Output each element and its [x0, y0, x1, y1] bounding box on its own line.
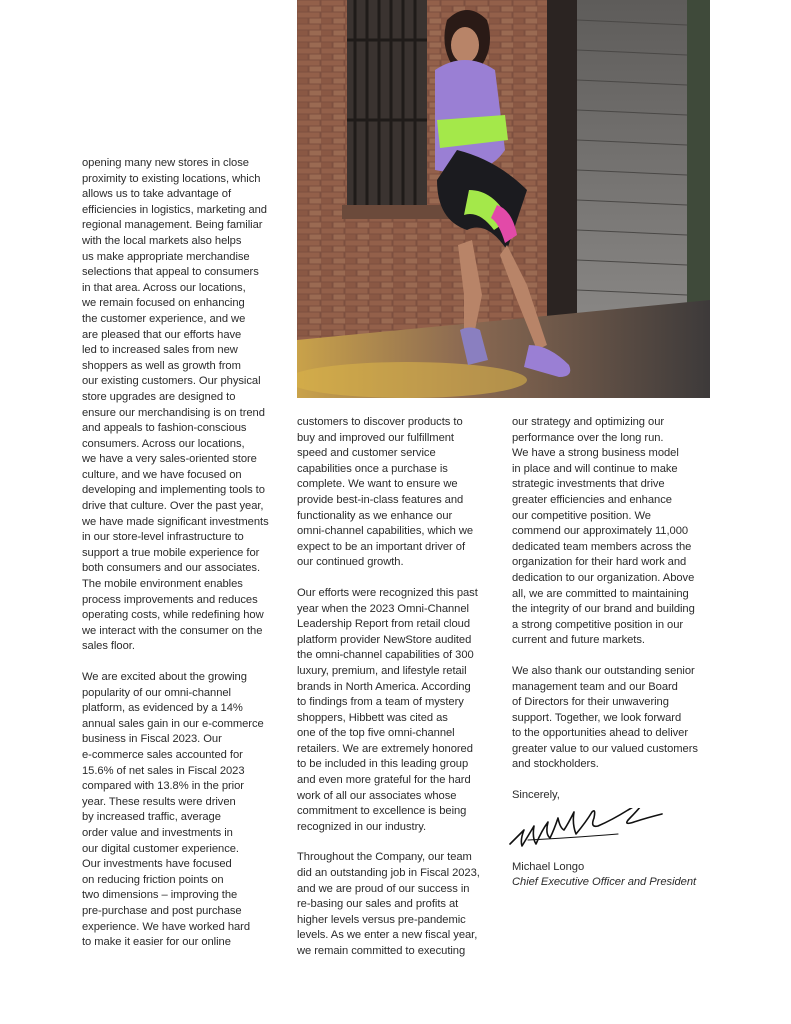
signer-name: Michael Longo	[512, 860, 585, 873]
paragraph: We are excited about the growing popularity of our omni-channel platform, as evidenced by a 14% annual sales gain in our e-commerce business in Fiscal 2023. Our e-commerce sales accounted for 15.6% of net sales in Fiscal 2023 compared with 13.8% in the prior year. These results were driven by increased traffic, average order value and investments in our digital customer experience. Our investments have focused on reducing friction points on two dimensions – improving the pre-purchase and post purchase experience. We have worked hard to make it easier for our online	[82, 671, 264, 949]
hero-photo	[297, 0, 710, 398]
closing-text: Sincerely,	[512, 789, 560, 802]
signer-title: Chief Executive Officer and President	[512, 876, 697, 889]
signature-block	[512, 788, 717, 891]
handwritten-signature-icon	[508, 808, 683, 854]
person-by-brick-wall-photo-icon	[297, 0, 710, 398]
paragraph: our strategy and optimizing our performance over the long run. We have a strong business model in place and will continue to make strategic investments that drive greater efficiencies and enhance our competitive position. We commend our approximately 11,000 dedicated team members across the organization for their hard work and dedication to our organization. Above all, we are committed to maintaining the integrity of our brand and building a strong competitive position in our current and future markets.	[512, 416, 695, 647]
paragraph: customers to discover products to buy and improved our fulfillment speed and customer service capabilities once a purchase is complete. We want to ensure we provide best-in-class features and functionality as we enhance our omni-channel capabilities, which we expect to be an important driver of our continued growth.	[297, 416, 474, 569]
paragraph: Our efforts were recognized this past year when the 2023 Omni-Channel Leadership Report from retail cloud platform provider NewStore audited the omni-channel capabilities of 300 luxury, premium, and lifestyle retail brands in North America. According to findings from a team of mystery shoppers, Hibbett was cited as one of the top five omni-channel retailers. We are extremely honored to be included in this leading group and even more grateful for the hard work of all our associates whose commitment to excellence is being recognized in our industry.	[297, 586, 478, 833]
paragraph: opening many new stores in close proximity to existing locations, which allows us to take advantage of efficiencies in logistics, marketing and regional management. Being familiar with the local markets also helps us make appropriate merchandise selections that appeal to consumers in that area. Across our locations, we remain focused on enhancing the customer experience, and we are pleased that our efforts have led to increased sales from new shoppers as well as growth from our existing customers. Our physical store upgrades are designed to ensure our merchandising is on trend and appeals to fashion-conscious consumers. Across our locations, we have a very sales-oriented store culture, and we have focused on developing and implementing tools to drive that culture. Over the past year, we have made significant investments in our store-level infrastructure to support a true mobile experience for both consumers and our associates. The mobile environment enables process improvements and reduces operating costs, while redefining how we interact with the consumer on the sales floor.	[82, 157, 269, 653]
paragraph: Throughout the Company, our team did an outstanding job in Fiscal 2023, and we are proud of our success in re-basing our sales and profits at higher levels versus pre-pandemic levels. As we enter a new fiscal year, we remain committed to executing	[297, 851, 480, 957]
letter-column-2	[297, 415, 497, 975]
paragraph: We also thank our outstanding senior management team and our Board of Directors for their unwavering support. Together, we look forward to the opportunities ahead to deliver greater value to our valued customers and stockholders.	[512, 664, 698, 771]
letter-column-1	[82, 156, 282, 966]
letter-column-3	[512, 415, 717, 891]
